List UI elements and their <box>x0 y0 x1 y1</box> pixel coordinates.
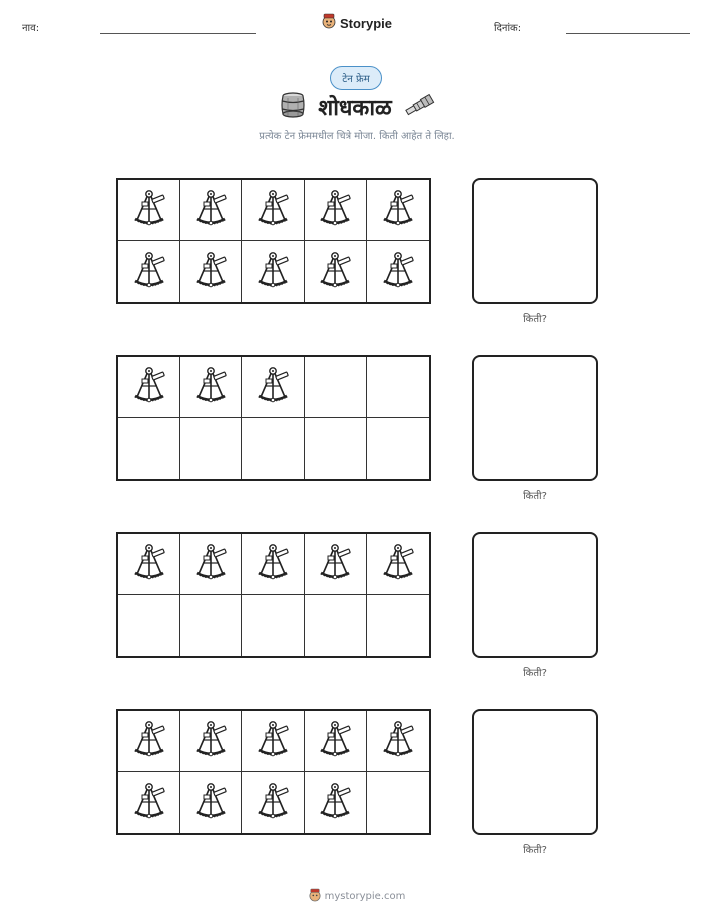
ten-frame-cell <box>180 534 242 595</box>
date-label: दिनांक: <box>494 23 522 34</box>
storypie-mascot-icon <box>322 13 336 33</box>
brand <box>0 13 714 33</box>
how-many-label-2: किती? <box>523 491 547 502</box>
sextant-icon <box>191 780 231 826</box>
ten-frame-cell <box>305 772 367 833</box>
telescope-icon <box>402 93 436 121</box>
sextant-icon <box>191 718 231 764</box>
ten-frame-cell <box>305 418 367 479</box>
ten-frame-cell <box>367 534 429 595</box>
ten-frame-cell <box>180 772 242 833</box>
ten-frame-cell <box>180 241 242 302</box>
ten-frame-cell <box>118 418 180 479</box>
how-many-label-4: किती? <box>523 845 547 856</box>
sextant-icon <box>378 187 418 233</box>
ten-frame-cell <box>118 772 180 833</box>
ten-frame-cell <box>180 357 242 418</box>
sextant-icon <box>253 780 293 826</box>
date-field[interactable] <box>566 33 690 34</box>
ten-frame-4 <box>116 709 431 835</box>
sextant-icon <box>129 364 169 410</box>
sextant-icon <box>253 541 293 587</box>
ten-frame-cell <box>367 772 429 833</box>
ten-frame-cell <box>242 534 304 595</box>
ten-frame-cell <box>305 711 367 772</box>
title-row <box>0 90 714 124</box>
sextant-icon <box>378 249 418 295</box>
ten-frame-cell <box>118 180 180 241</box>
ten-frame-cell <box>242 595 304 656</box>
sextant-icon <box>378 541 418 587</box>
barrel-icon <box>278 90 308 124</box>
ten-frame-cell <box>305 180 367 241</box>
name-field[interactable] <box>100 33 256 34</box>
ten-frame-cell <box>367 357 429 418</box>
sextant-icon <box>315 541 355 587</box>
instruction-text: प्रत्येक टेन फ्रेममधील चित्रे मोजा. किती आहेत ते लिहा. <box>259 131 455 142</box>
sextant-icon <box>253 249 293 295</box>
footer <box>0 888 714 905</box>
ten-frame-cell <box>242 180 304 241</box>
sextant-icon <box>253 187 293 233</box>
sextant-icon <box>129 718 169 764</box>
answer-box-3[interactable] <box>472 532 598 658</box>
sextant-icon <box>129 541 169 587</box>
ten-frame-cell <box>367 711 429 772</box>
ten-frame-cell <box>367 418 429 479</box>
name-label: नाव: <box>22 23 40 34</box>
how-many-label-1: किती? <box>523 314 547 325</box>
brand-name: Storypie <box>339 15 392 31</box>
ten-frame-cell <box>305 241 367 302</box>
answer-box-2[interactable] <box>472 355 598 481</box>
ten-frame-cell <box>305 595 367 656</box>
ten-frame-cell <box>305 357 367 418</box>
ten-frame-cell <box>180 711 242 772</box>
ten-frame-cell <box>118 241 180 302</box>
ten-frame-cell <box>180 595 242 656</box>
ten-frame-3 <box>116 532 431 658</box>
ten-frame-cell <box>118 711 180 772</box>
sextant-icon <box>315 187 355 233</box>
sextant-icon <box>129 249 169 295</box>
sextant-icon <box>191 187 231 233</box>
ten-frame-cell <box>180 418 242 479</box>
sextant-icon <box>191 249 231 295</box>
how-many-label-3: किती? <box>523 668 547 679</box>
sextant-icon <box>253 364 293 410</box>
ten-frame-cell <box>367 180 429 241</box>
answer-box-1[interactable] <box>472 178 598 304</box>
ten-frame-cell <box>242 711 304 772</box>
page-title: शोधकाळ <box>318 96 392 121</box>
ten-frame-cell <box>367 595 429 656</box>
ten-frame-cell <box>118 595 180 656</box>
storypie-mascot-icon <box>309 888 321 905</box>
ten-frame-cell <box>367 241 429 302</box>
sextant-icon <box>378 718 418 764</box>
sextant-icon <box>315 780 355 826</box>
sextant-icon <box>315 718 355 764</box>
ten-frame-cell <box>242 357 304 418</box>
ten-frame-cell <box>118 357 180 418</box>
sextant-icon <box>191 541 231 587</box>
ten-frame-cell <box>242 241 304 302</box>
sextant-icon <box>191 364 231 410</box>
ten-frame-2 <box>116 355 431 481</box>
sextant-icon <box>129 780 169 826</box>
footer-url: mystorypie.com <box>324 891 406 902</box>
sextant-icon <box>253 718 293 764</box>
ten-frame-cell <box>180 180 242 241</box>
sextant-icon <box>315 249 355 295</box>
ten-frame-cell <box>242 772 304 833</box>
ten-frame-1 <box>116 178 431 304</box>
answer-box-4[interactable] <box>472 709 598 835</box>
ten-frame-cell <box>242 418 304 479</box>
ten-frame-cell <box>305 534 367 595</box>
topic-badge: टेन फ्रेम <box>330 66 382 90</box>
sextant-icon <box>129 187 169 233</box>
ten-frame-cell <box>118 534 180 595</box>
